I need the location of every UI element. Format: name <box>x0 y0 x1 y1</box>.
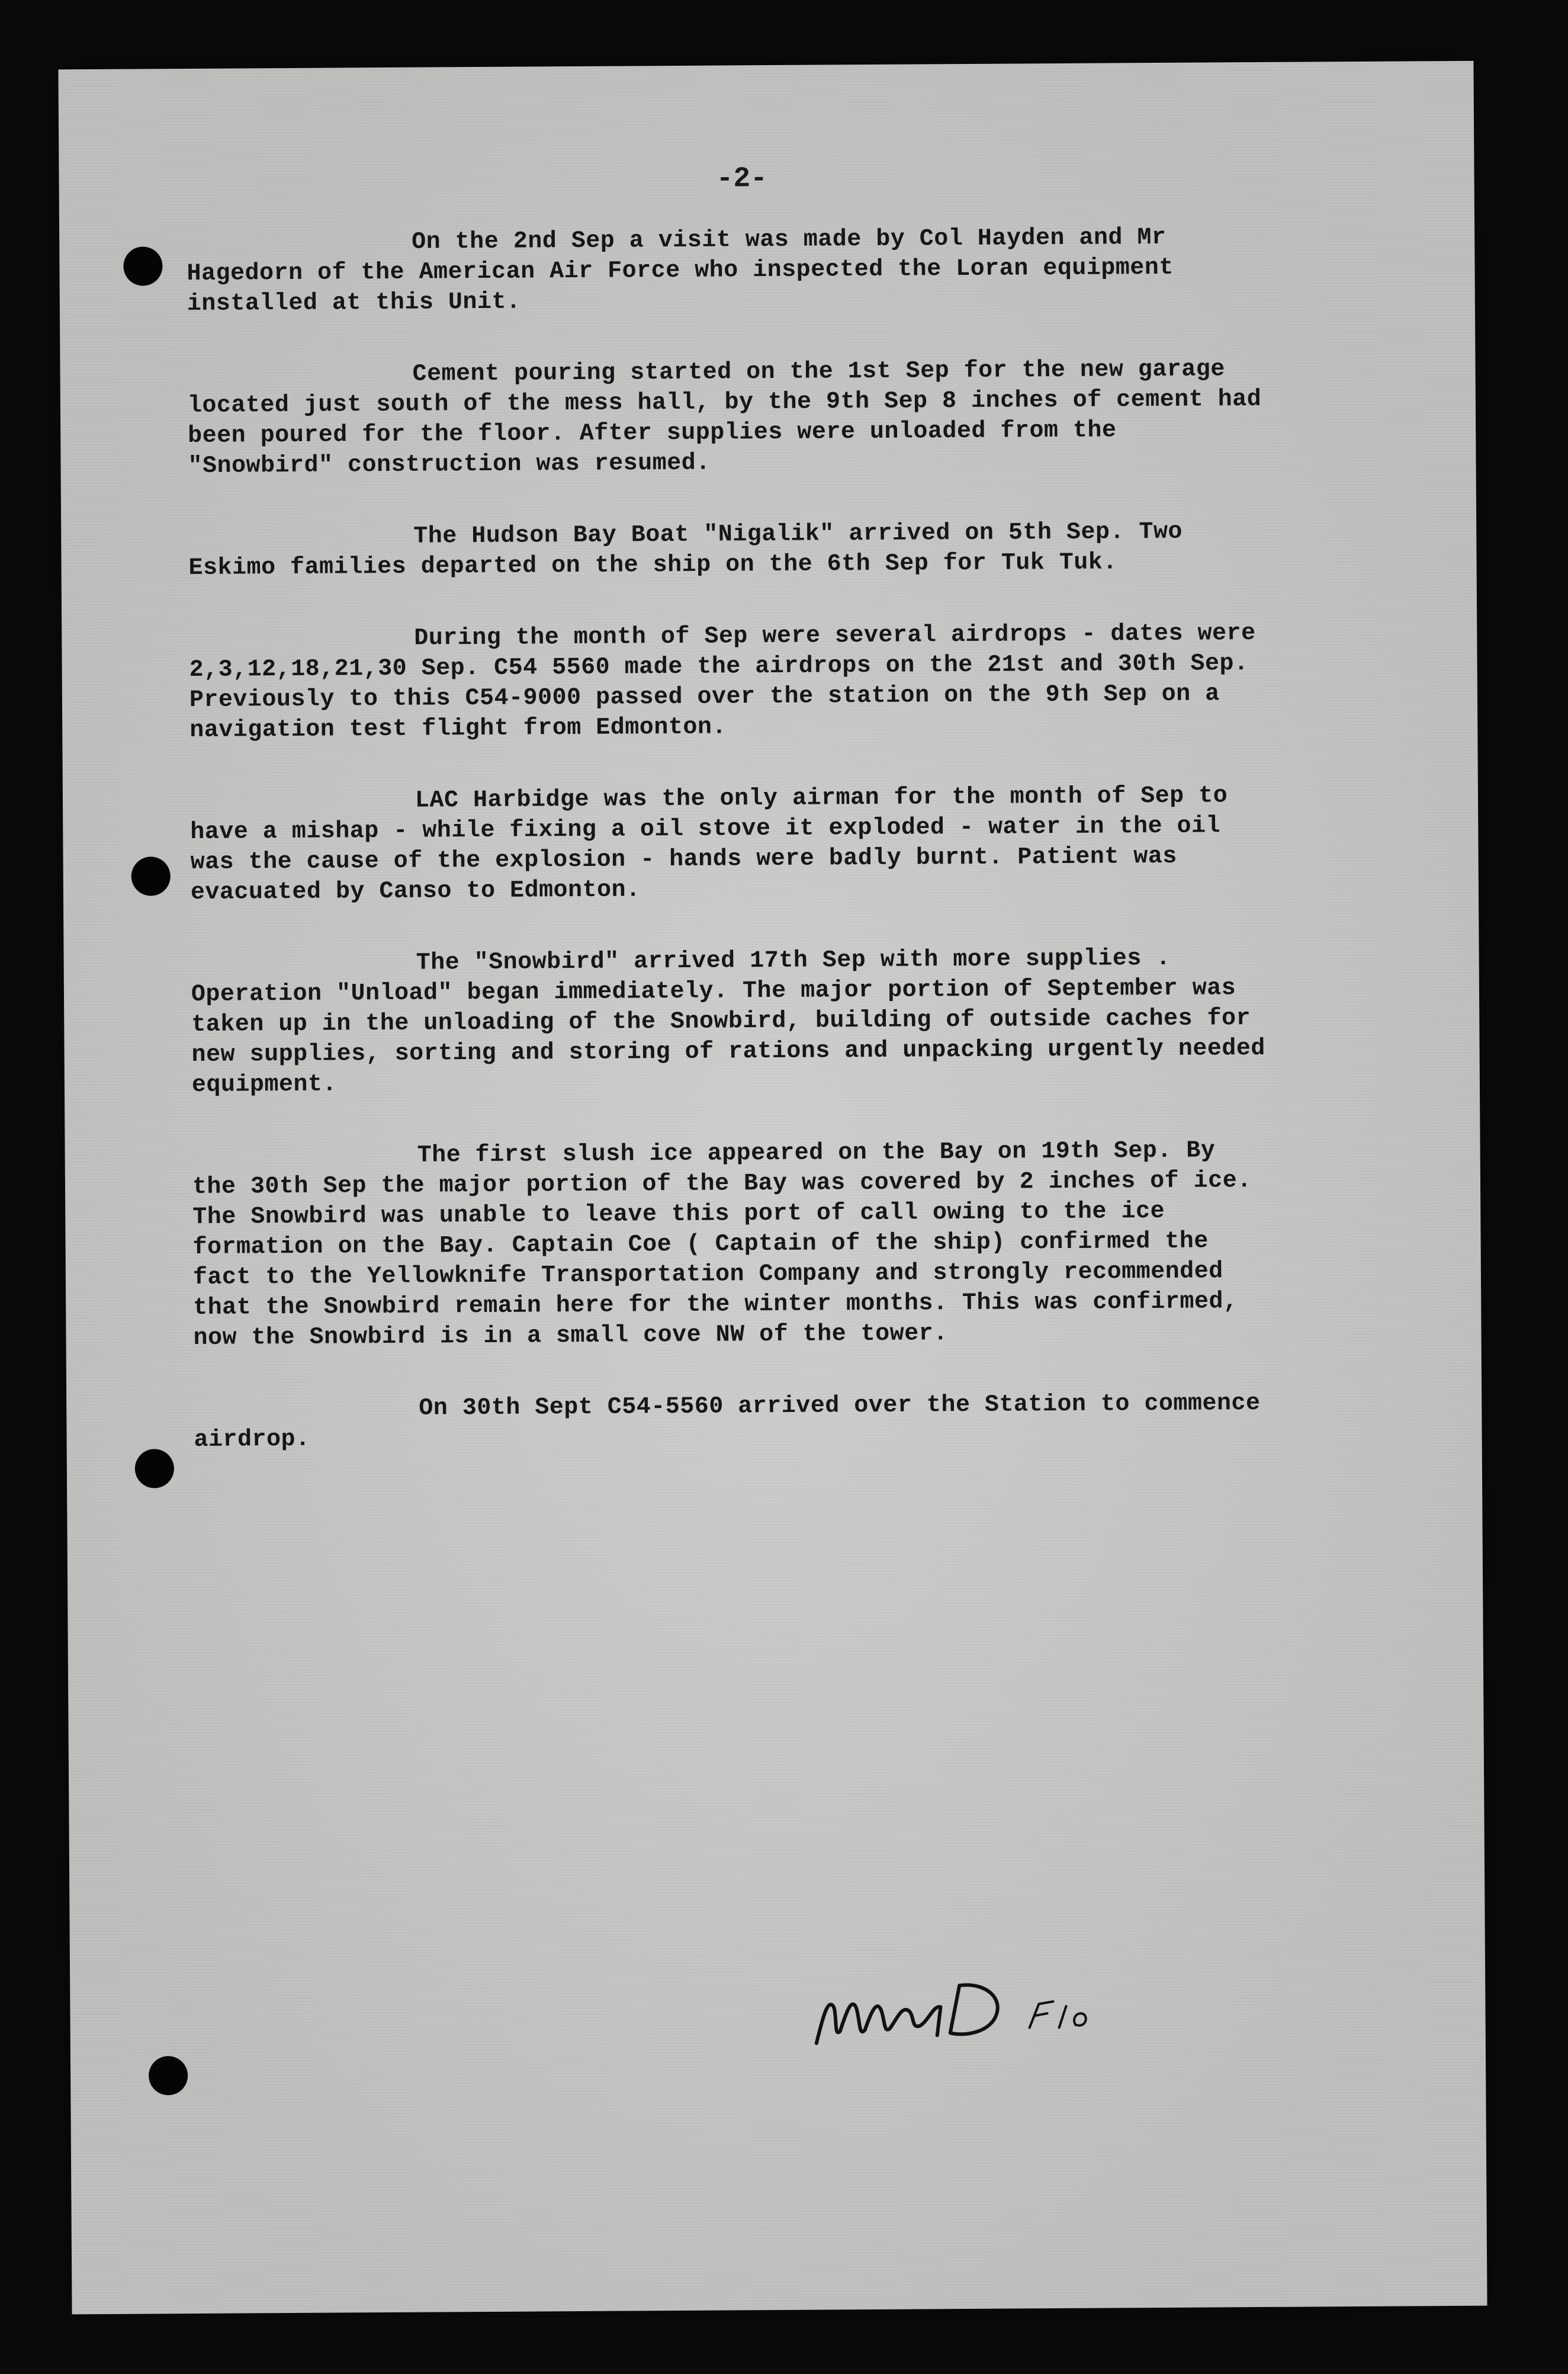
punch-hole-lower-middle <box>135 1449 174 1488</box>
document-page <box>58 61 1487 2315</box>
paragraph-garage-cement: Cement pouring started on the 1st Sep for the new garage located just south of the mess hall, by the 9th Sep 8 inches of cement had been poured for the floor. After supplies were unloaded from the "Snowbird" construction was resumed. <box>187 356 1262 480</box>
document-body <box>187 222 1272 1497</box>
punch-hole-bottom <box>149 2056 188 2095</box>
paragraph-loran-visit: On the 2nd Sep a visit was made by Col Hayden and Mr Hagedorn of the American Air Force who inspected the Loran equipment installed at this Unit. <box>187 224 1174 318</box>
paragraph-snowbird-unload: The "Snowbird" arrived 17th Sep with more supplies . Operation "Unload" began immediately. The major portion of September was taken up in the unloading of the Snowbird, building of outside caches for new supplies, sorting and storing of rations and unpacking urgently needed equipment. <box>191 945 1266 1099</box>
paragraph-nigalik-arrival: The Hudson Bay Boat "Nigalik" arrived on 5th Sep. Two Eskimo families departed on the ship on the 6th Sep for Tuk Tuk. <box>188 518 1183 582</box>
handwritten-signature <box>810 1970 1142 2055</box>
page-number: -2- <box>716 163 768 195</box>
paragraph-slush-ice: The first slush ice appeared on the Bay on 19th Sep. By the 30th Sep the major portion of the Bay was covered by 2 inches of ice. The Snowbird was unable to leave this port of call owing to the ice formation on the Bay. Captain Coe ( Captain of the ship) confirmed the fact to the Yellowknife Transportation Company and strongly recommended that the Snowbird remain here for the winter months. This was confirmed, now the Snowbird is in a small cove NW of the tower. <box>192 1137 1252 1352</box>
punch-hole-top <box>123 246 162 285</box>
paragraph-final-airdrop: On 30th Sept C54-5560 arrived over the Station to commence airdrop. <box>194 1390 1261 1454</box>
paragraph-mishap: LAC Harbidge was the only airman for the month of Sep to have a mishap - while fixing a oil stove it exploded - water in the oil was the cause of the explosion - hands were badly burnt. Patient was evacuated by Canso to Edmonton. <box>190 782 1228 906</box>
paragraph-airdrops: During the month of Sep were several airdrops - dates were 2,3,12,18,21,30 Sep. C54 5560 made the airdrops on the 21st and 30th Sep. Previously to this C54-9000 passed over the station on the 9th Sep on a navigation test flight from Edmonton. <box>189 620 1256 745</box>
punch-hole-upper-middle <box>131 856 171 896</box>
